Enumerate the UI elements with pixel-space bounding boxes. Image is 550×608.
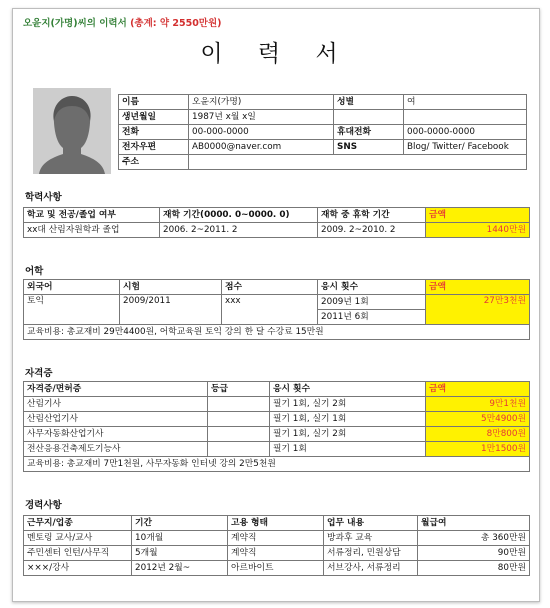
table-row	[119, 140, 527, 155]
applicant-name-line: 오윤지(가명)씨의 이력서	[23, 18, 127, 29]
school-value: xx대 산림자원학과 졸업	[24, 223, 160, 238]
value-address	[189, 155, 527, 170]
cert-attempts: 필기 1회, 실기 2회	[270, 427, 426, 442]
salary-value: 80만원	[418, 561, 530, 576]
empty-cell	[404, 110, 527, 125]
period-value: 5개월	[132, 546, 228, 561]
exam-value: 2009/2011	[120, 295, 222, 325]
period-value: 10개월	[132, 531, 228, 546]
attempts-value: 2009년 1회	[318, 295, 426, 310]
col-score: 점수	[222, 280, 318, 295]
document-title: 이 력 서	[200, 41, 352, 67]
label-email: 전자우편	[119, 140, 189, 155]
table-row	[24, 223, 530, 238]
col-duties: 업무 내용	[324, 516, 418, 531]
value-mobile: 000-0000-0000	[404, 125, 527, 140]
label-address: 주소	[119, 155, 189, 170]
profile-photo-silhouette-icon	[33, 88, 111, 174]
col-amount: 금액	[426, 208, 530, 223]
col-language: 외국어	[24, 280, 120, 295]
table-row	[24, 442, 530, 457]
cert-amount: 9만1천원	[426, 397, 530, 412]
col-leave: 재학 중 휴학 기간	[318, 208, 426, 223]
total-amount: (총계: 약 2550만원)	[130, 18, 222, 29]
col-cert: 자격증/면허증	[24, 382, 208, 397]
cert-name: 전산응용건축제도기능사	[24, 442, 208, 457]
cert-amount: 5만4900원	[426, 412, 530, 427]
col-exam: 시험	[120, 280, 222, 295]
table-row	[119, 95, 527, 110]
career-heading: 경력사항	[25, 500, 62, 511]
label-gender: 성별	[334, 95, 404, 110]
employment-type-value: 계약직	[228, 531, 324, 546]
certs-heading: 자격증	[25, 368, 53, 379]
table-row	[24, 412, 530, 427]
value-birthdate: 1987년 x월 x일	[189, 110, 334, 125]
resume-header	[23, 15, 222, 29]
table-header-row	[24, 382, 530, 397]
table-row	[24, 561, 530, 576]
salary-value: 총 360만원	[418, 531, 530, 546]
attempts-value-2: 2011년 6회	[318, 310, 426, 325]
cert-name: 사무자동화산업기사	[24, 427, 208, 442]
duties-value: 서브강사, 서류정리	[324, 561, 418, 576]
career-table	[23, 515, 530, 576]
cert-attempts: 필기 1회, 실기 2회	[270, 397, 426, 412]
cert-grade	[208, 442, 270, 457]
cert-grade	[208, 397, 270, 412]
language-value: 토익	[24, 295, 120, 325]
table-row	[24, 397, 530, 412]
col-school: 학교 및 전공/졸업 여부	[24, 208, 160, 223]
resume-document	[12, 8, 540, 602]
employment-type-value: 계약직	[228, 546, 324, 561]
col-period: 기간	[132, 516, 228, 531]
language-table	[23, 279, 530, 340]
table-header-row	[24, 516, 530, 531]
col-employment-type: 고용 형태	[228, 516, 324, 531]
col-amount: 금액	[426, 382, 530, 397]
profile-table	[118, 94, 527, 170]
label-birthdate: 생년월일	[119, 110, 189, 125]
workplace-value: ×××/강사	[24, 561, 132, 576]
education-table	[23, 207, 530, 238]
table-header-row	[24, 208, 530, 223]
value-phone: 00-000-0000	[189, 125, 334, 140]
cert-attempts: 필기 1회	[270, 442, 426, 457]
value-name: 오윤지(가명)	[189, 95, 334, 110]
col-period: 재학 기간(0000. 0~0000. 0)	[160, 208, 318, 223]
table-row	[119, 110, 527, 125]
duties-value: 방과후 교육	[324, 531, 418, 546]
value-sns: Blog/ Twitter/ Facebook	[404, 140, 527, 155]
duties-value: 서류정리, 민원상담	[324, 546, 418, 561]
table-row	[24, 457, 530, 472]
cert-grade	[208, 412, 270, 427]
certs-cost-note: 교육비용: 총교재비 7만1천원, 사무자동화 인터넷 강의 2만5천원	[24, 457, 530, 472]
leave-value: 2009. 2~2010. 2	[318, 223, 426, 238]
empty-cell	[334, 110, 404, 125]
period-value: 2012년 2월~	[132, 561, 228, 576]
col-salary: 월급여	[418, 516, 530, 531]
table-row	[24, 295, 530, 310]
label-sns: SNS	[334, 140, 404, 155]
col-attempts: 응시 횟수	[270, 382, 426, 397]
cert-amount: 1만1500원	[426, 442, 530, 457]
col-workplace: 근무지/업종	[24, 516, 132, 531]
cert-attempts: 필기 1회, 실기 1회	[270, 412, 426, 427]
language-heading: 어학	[25, 266, 44, 277]
value-email: AB0000@naver.com	[189, 140, 334, 155]
employment-type-value: 아르바이트	[228, 561, 324, 576]
cert-amount: 8만800원	[426, 427, 530, 442]
education-heading: 학력사항	[25, 192, 62, 203]
col-amount: 금액	[426, 280, 530, 295]
table-row	[119, 125, 527, 140]
table-row	[119, 155, 527, 170]
table-row	[24, 531, 530, 546]
cert-name: 산림기사	[24, 397, 208, 412]
col-attempts: 응시 횟수	[318, 280, 426, 295]
cert-name: 산림산업기사	[24, 412, 208, 427]
label-name: 이름	[119, 95, 189, 110]
col-grade: 등급	[208, 382, 270, 397]
workplace-value: 멘토링 교사/교사	[24, 531, 132, 546]
cert-grade	[208, 427, 270, 442]
period-value: 2006. 2~2011. 2	[160, 223, 318, 238]
language-cost-note: 교육비용: 총교재비 29만4400원, 어학교육원 토익 강의 한 달 수강료 15만원	[24, 325, 530, 340]
workplace-value: 주민센터 인턴/사무직	[24, 546, 132, 561]
amount-value: 27만3천원	[426, 295, 530, 325]
label-phone: 전화	[119, 125, 189, 140]
table-row	[24, 546, 530, 561]
value-gender: 여	[404, 95, 527, 110]
certs-table	[23, 381, 530, 472]
salary-value: 90만원	[418, 546, 530, 561]
table-header-row	[24, 280, 530, 295]
label-mobile: 휴대전화	[334, 125, 404, 140]
table-row	[24, 325, 530, 340]
amount-value: 1440만원	[426, 223, 530, 238]
table-row	[24, 427, 530, 442]
score-value: xxx	[222, 295, 318, 325]
